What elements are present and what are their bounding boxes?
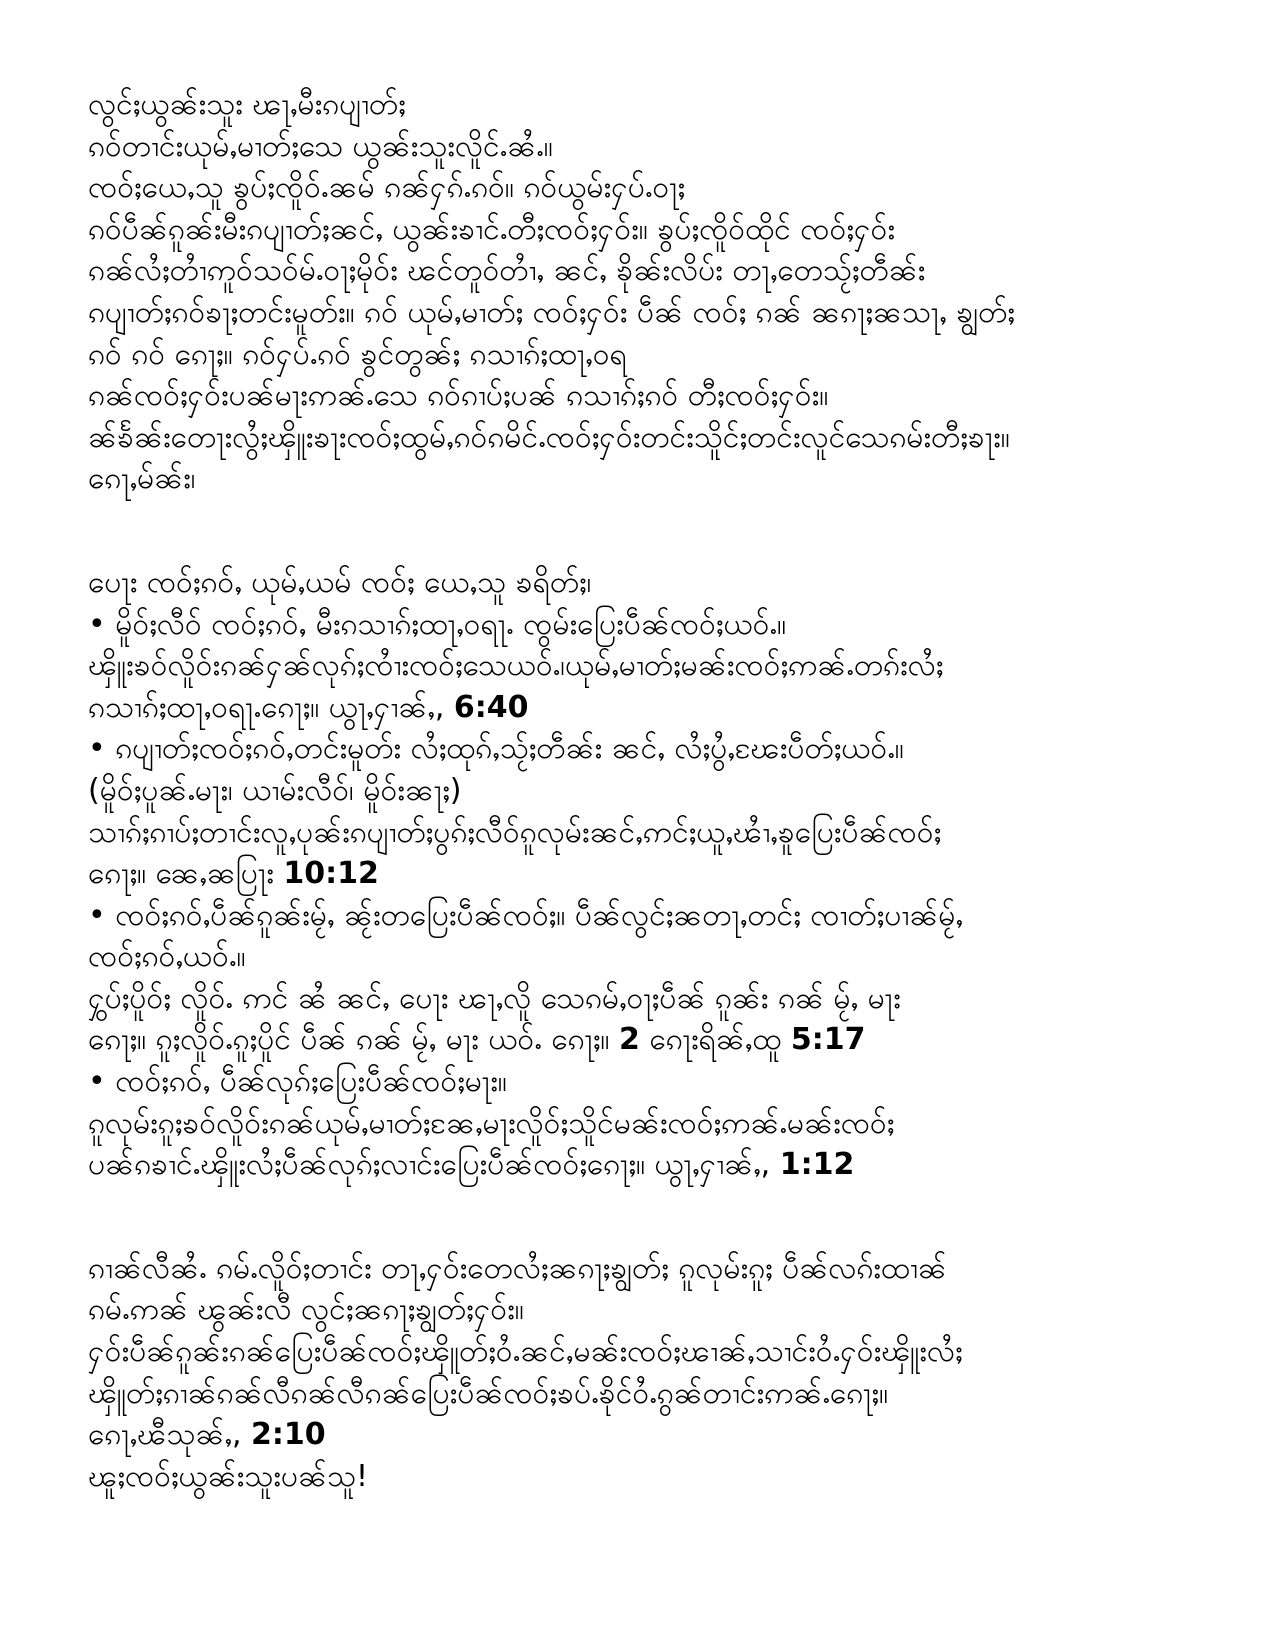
text-line: ႁဝ်းပဵၼ်ၵူၼ်းၵၼ်ပြေးပဵၼ်ၸဝ်ႈၾိူတ်ႈဝႆႉၼင်ႇမၼ်းၸဝ်ႈၽၢၼ်ႇသၢင်းဝႆႉႁဝ်းၾိူးလႆႈ	[88, 1334, 963, 1370]
text-line: ၵၢၼ်လီၼႆႉ ၵမ်ႉလိူဝ်ႈတၢင်း တႃႇႁဝ်းတေလႆႈၼၵႃႈၶျွတ်ႈ ၵူလုမ်းၵူႈ ပဵၼ်လၵ်းထၢၼ်	[88, 1250, 947, 1286]
text-line: ၸဝ်ႈၵဝ်ႇယဝ်ႉ။	[88, 939, 246, 975]
bullet-line: • ၸဝ်ႈၵဝ်ႇပဵၼ်ၵူၼ်းမႂ်ႇ ၼႂ်းတပြေးပဵၼ်ၸဝ်ႈ။ ပဵၼ်လွင်ႈၼတႃႇတင်ႈ ၸၢတ်ႈပၢၼ်မႂ်ႇ	[88, 897, 963, 933]
text-line: ၵဝ် ၵဝ် ၵေႃႈ။ ၵဝ်ႁပ်ႉၵဝ် ၶွင်တွၼ်ႈ ၵသၢၵ်ႈထႃႇဝရ	[88, 336, 627, 372]
text-line: ၾိူးၶဝ်လိူဝ်းၵၼ်ႁၼ်လုၵ်ႈၸၢႆးၸဝ်ႈသေယဝ်ႉ၊ယုမ်ႇမၢတ်ႈမၼ်းၸဝ်ႈဢၼ်ႉတၵ်းလႆႈ	[88, 648, 944, 684]
text-segment: ၵေႃးရိၼ်ႇထူ	[639, 1022, 791, 1058]
text-line: ပၼ်ၵၶၢင်ႉၾိူးလႆႈပဵၼ်လုၵ်ႈလၢင်းပြေးပဵၼ်ၸဝ်ႈၵေႃႈ။ ယွႃႇႁၢၼ်ႇ, 1:12	[88, 1147, 855, 1183]
text-line: ၵဝ်တၢင်းယုမ်ႇမၢတ်ႈသေ ယွၼ်းသူးလိူင်ႉၼႆႉ။	[88, 128, 553, 164]
paragraph-closing	[88, 1248, 1218, 1498]
text-line: ၸဝ်ႈယေႇသူ ၶွပ်ႈၸိူဝ်ႉၼမ် ၵၼ်ႁၵ်ႉၵဝ်။ ၵဝ်ယွမ်းႁပ်ႉဝႃႈ	[88, 170, 686, 206]
text-line: ၵဝ်ပဵၼ်ၵူၼ်းမီးၵပျၢတ်ႈၼင်ႇ ယွၼ်းၶၢင်ႉတီႈၸဝ်ႈႁဝ်း။ ၶွပ်ႈၸိူဝ်ထိုင် ၸဝ်ႈႁဝ်း	[88, 211, 895, 247]
scripture-reference: 6:40	[453, 689, 529, 725]
text-line: ၽူႈၸဝ်ႈယွၼ်းသူးပၼ်သူ!	[88, 1458, 369, 1494]
text-segment: ၵသၢၵ်ႈထႃႇဝရႃႉၵေႃႈ။ ယွႃႇႁၢၼ်ႇ	[88, 689, 435, 725]
scripture-reference: 2	[619, 1022, 640, 1058]
text-line: လွင်ႈယွၼ်းသူး ၽႃႇမီးၵပျၢတ်ႈ	[88, 87, 406, 122]
text-line: ၵေႃႇၽီသုၼ်ႇ, 2:10	[88, 1417, 326, 1453]
text-line	[88, 1019, 1218, 1061]
text-line: (မိူဝ်ႈပူၼ်ႉမႃး၊ ယၢမ်းလီဝ်၊ မိူဝ်းၼႃႈ)	[88, 772, 462, 808]
text-line: ၵေႃႇမ်ၼ်း၊	[88, 461, 196, 497]
text-line: ၵူလုမ်းၵူႈၶဝ်လိူဝ်းၵၼ်ယုမ်ႇမၢတ်ႈၼႄႇမႃးလိူဝ်ႈသိူင်မၼ်းၸဝ်ႈဢၼ်ႉမၼ်းၸဝ်ႈ	[88, 1105, 895, 1141]
paragraph-promises	[88, 562, 1218, 1186]
scripture-reference: 2:10	[251, 1417, 326, 1453]
text-line: ၵမ်ႉဢၼ် ၽွၼ်းလီ လွင်ႈၼၵႃႈၶျွတ်ႈႁဝ်း။	[88, 1292, 524, 1328]
text-line: ႁွပ်ႈပိူဝ်ႈ လိူဝ်ႉ ဢင် ၼႆ ၼင်ႇ ပေႃး ၽႃႇလိူ သေၵမ်ႇဝႃႈပဵၼ် ၵူၼ်း ၵၼ် မႂ်ႇ မႃး	[88, 980, 901, 1016]
text-line: သၢၵ်ႈၵၢပ်ႈတၢင်းလူႇပုၼ်းၵပျၢတ်ႈပွၵ်ႈလီဝ်ၵူလုမ်းၼင်ႇဢင်ႈယူႇၽၢႆႇၶူပြေးပဵၼ်ၸဝ်ႈ	[88, 814, 942, 850]
text-line: ၼ်ၶႅၼ်းတေႃးလွႆႈၾိူးၶႃးၸဝ်ႈထွမ်ႇၵဝ်ၵမိင်ႉၸဝ်ႈႁဝ်းတင်းသိူင်ႈတင်းလူင်သေၵမ်းတီႈၶႃး။	[88, 419, 1010, 455]
text-line: ၵၼ်ၸဝ်ႈႁဝ်းပၼ်မႃးဢၼ်ႉသေ ၵဝ်ၵၢပ်ႈပၼ် ၵသၢၵ်ႈၵဝ် တီႈၸဝ်ႈႁဝ်း။	[88, 378, 829, 414]
bullet-line: • မိူဝ်ႈလီဝ် ၸဝ်ႈၵဝ်ႇ မီးၵသၢၵ်ႈထႃႇဝရႃႉ ၸွမ်းပြေးပဵၼ်ၸဝ်ႈယဝ်ႉ။	[88, 606, 787, 642]
text-line: ၵၼ်လႆႈတၢႆဢူဝ်သဝ်မ်ႉဝႃႈမိုဝ်း ၽင်တူဝ်တၢႆႇ ၼင်ႇ ၶိုၼ်းလိပ်း တႃႇတေသႂ်ႈတဵၼ်း	[88, 253, 926, 289]
scripture-reference: 5:17	[790, 1022, 866, 1058]
paragraph-gap	[88, 500, 1218, 562]
paragraph-prayer	[88, 84, 1218, 500]
text-segment: ၵေႃႇၽီသုၼ်ႇ	[88, 1417, 232, 1453]
text-line	[88, 853, 1218, 895]
paragraph-gap	[88, 1186, 1218, 1248]
text-line: ၾိူတ်ႈၵၢၼ်ၵၼ်လီၵၼ်လီၵၼ်ပြေးပဵၼ်ၸဝ်ႈၶပ်ႉၶိုင်ဝႆႉၵွၼ်တၢင်းဢၼ်ႉၵေႃႈ။	[88, 1375, 889, 1411]
scripture-reference: 1:12	[779, 1147, 855, 1183]
text-segment: ၵေႃႈ။ ၵူႈလိူဝ်ႉၵူႈပိူင် ပဵၼ် ၵၼ် မႂ်ႇ မႃး ယဝ်ႉ ၵေႃႈ။	[88, 1022, 610, 1058]
bullet-line: • ၵပျၢတ်ႈၸဝ်ႈၵဝ်ႇတင်းမူတ်း လႆႈထုၵ်ႇသႂ်ႈတဵၼ်း ၼင်ႇ လႆႈပွႆႇၽႄးပဵတ်ႈယဝ်ႉ။	[88, 731, 904, 767]
bullet-line: • ၸဝ်ႈၵဝ်ႇ ပဵၼ်လုၵ်ႈပြေးပဵၼ်ၸဝ်ႈမႃး။	[88, 1064, 507, 1100]
text-line: ၵသၢၵ်ႈထႃႇဝရႃႉၵေႃႈ။ ယွႃႇႁၢၼ်ႇ, 6:40	[88, 689, 529, 725]
text-segment: ၵေႃႈ။ ၼေႇၼပြႃး	[88, 856, 274, 892]
document-page	[88, 84, 1218, 1497]
scripture-reference: 10:12	[283, 856, 379, 892]
text-line: ပေႃး ၸဝ်ႈၵဝ်ႇ ယုမ်ႇယမ် ၸဝ်ႈ ယေႇသူ ၶရိတ်ႈ၊	[88, 564, 592, 600]
text-segment: ပၼ်ၵၶၢင်ႉၾိူးလႆႈပဵၼ်လုၵ်ႈလၢင်းပြေးပဵၼ်ၸဝ်ႈၵေႃႈ။ ယွႃႇႁၢၼ်ႇ	[88, 1147, 761, 1183]
text-line: ၵပျၢတ်ႈၵဝ်ၶႃႈတင်းမူတ်း။ ၵဝ် ယုမ်ႇမၢတ်ႈ ၸဝ်ႈႁဝ်း ပဵၼ် ၸဝ်ႈ ၵၼ် ၼၵႃႈၼသႃႇ ၶျွတ်ႈ	[88, 294, 1015, 330]
